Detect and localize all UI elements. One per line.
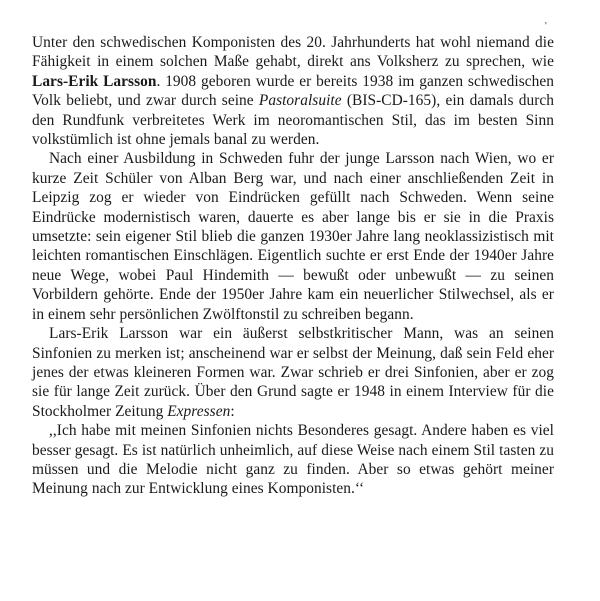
paragraph-intro-text-2: . 1908 geboren wurde er bereits 1938 im ganzen schwedischen Volk beliebt, und zwar durch seine — [32, 72, 554, 110]
composer-name-bold: Lars-Erik Larsson — [32, 72, 157, 90]
paragraph-self-criticism — [32, 324, 554, 421]
paragraph-self-criticism-text-2: : — [230, 402, 235, 420]
work-title-pastoralsuite: Pastoralsuite — [258, 92, 342, 110]
paragraph-education-text: Nach einer Ausbildung in Schweden fuhr der junge Larsson nach Wien, wo er kurze Zeit Schüler von Alban Berg war, und nach einer anschließenden Zeit in Leipzig zog er wieder von Eindrücken gefüllt nach Schweden. Wenn seine Eindrücke modernistisch waren, dauerte es aber lange bis er sie in die Praxis umsetzte: sein eigener Stil blieb die ganzen 1930er Jahre lang neoklassizistisch mit leichten romantischen Einschlägen. Eigentlich suchte er erst Ende der 1940er Jahre neue Wege, wobei Paul Hindemith — bewußt oder unbewußt — zu seinen Vorbildern gehörte. Ende der 1950er Jahre kam ein neuerlicher Stilwechsel, als er in einem sehr persönlichen Zwölftonstil zu schreiben begann. — [32, 150, 554, 323]
paragraph-quote-text: ,,Ich habe mit meinen Sinfonien nichts Besonderes gesagt. Andere haben es viel besser gesagt. Es ist natürlich unheimlich, auf diese Weise nach einem Stil tasten zu müssen und die Melodie nicht ganz zu finden. Aber so etwas gehört meiner Meinung nach zur Entwicklung eines Komponisten.‘‘ — [32, 422, 554, 498]
paragraph-intro — [32, 33, 554, 149]
paragraph-intro-text-1: Unter den schwedischen Komponisten des 20. Jahrhunderts hat wohl niemand die Fähigkeit in einem solchen Maße gehabt, direkt ans Volksherz zu sprechen, wie — [32, 34, 554, 71]
paragraph-intro-text-3: (BIS-CD-165), ein damals durch den Rundfunk verbreitetes Werk im neoromantischen Stil, das im besten Sinn volkstümlich ist ohne jemals banal zu werden. — [32, 92, 555, 149]
paragraph-quote — [32, 421, 554, 499]
article-body — [32, 33, 554, 499]
page-speck-mark: ' — [545, 21, 547, 32]
newspaper-title-expressen: Expressen — [167, 402, 231, 420]
paragraph-self-criticism-text-1: Lars-Erik Larsson war ein äußerst selbstkritischer Mann, was an seinen Sinfonien zu merken ist; anscheinend war er selbst der Meinung, daß sein Feld eher jenes der etwas kleineren Formen war. Zwar schrieb er drei Sinfonien, aber er zog sie für lange Zeit zurück. Über den Grund sagte er 1948 in einem Interview für die Stockholmer Zeitung — [32, 325, 554, 420]
paragraph-education — [32, 149, 554, 324]
